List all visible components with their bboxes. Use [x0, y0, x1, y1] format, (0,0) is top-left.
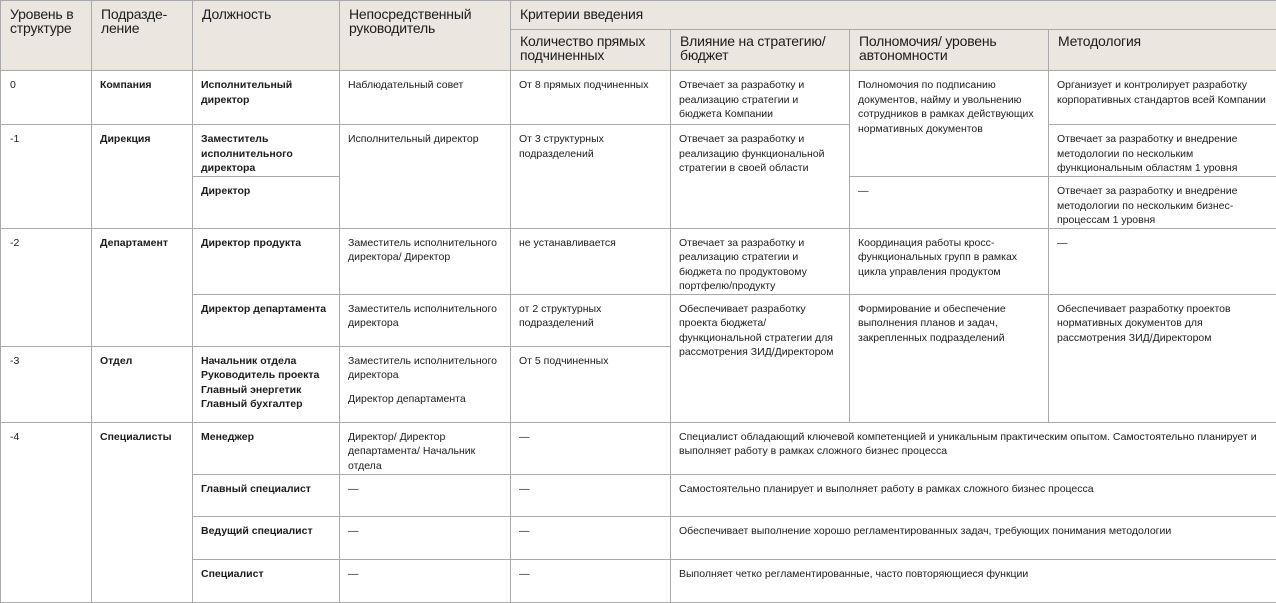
- cell-level: -2: [1, 228, 92, 346]
- table-row: [1, 474, 1276, 516]
- header-criteria: Критерии введения: [511, 1, 1276, 30]
- cell-influence: Отвечает за разработку и реализацию функциональной стратегии в своей области: [671, 125, 850, 229]
- header-influence: Влияние на стратегию/ бюджет: [671, 30, 850, 71]
- position-line: Главный энергетик: [201, 383, 331, 398]
- cell-division: Дирекция: [92, 125, 193, 229]
- header-methodology: Методология: [1049, 30, 1276, 71]
- cell-influence: Отвечает за разработку и реализацию стратегии и бюджета по продуктовому портфелю/продукту: [671, 228, 850, 294]
- cell-manager: —: [340, 474, 511, 516]
- cell-manager: [340, 346, 511, 422]
- cell-position: Менеджер: [193, 422, 340, 474]
- header-division: Подразде-ление: [92, 1, 193, 71]
- table-row: [1, 125, 1276, 177]
- cell-position: [193, 346, 340, 422]
- cell-position: Директор: [193, 177, 340, 229]
- cell-position: Директор продукта: [193, 228, 340, 294]
- cell-division: Компания: [92, 71, 193, 125]
- cell-division: Департамент: [92, 228, 193, 346]
- cell-position: Ведущий специалист: [193, 516, 340, 559]
- table-row: [1, 294, 1276, 346]
- cell-manager: Директор/ Директор департамента/ Начальник отдела: [340, 422, 511, 474]
- cell-division: Специалисты: [92, 422, 193, 602]
- cell-subordinates: От 3 структурных подразделений: [511, 125, 671, 229]
- cell-authority: Формирование и обеспечение выполнения планов и задач, закрепленных подразделений: [850, 294, 1049, 422]
- table-row: [1, 559, 1276, 602]
- cell-authority: Полномочия по подписанию документов, найму и увольнению сотрудников в рамках действующих нормативных документов: [850, 71, 1049, 177]
- position-line: Главный бухгалтер: [201, 397, 331, 412]
- table-row: [1, 422, 1276, 474]
- position-line: Начальник отдела: [201, 354, 331, 369]
- cell-level: 0: [1, 71, 92, 125]
- cell-methodology: Отвечает за разработку и внедрение методологии по нескольким бизнес-процессам 1 уровня: [1049, 177, 1276, 229]
- cell-description: Самостоятельно планирует и выполняет работу в рамках сложного бизнес процесса: [671, 474, 1276, 516]
- cell-subordinates: —: [511, 559, 671, 602]
- cell-methodology: Организует и контролирует разработку корпоративных стандартов всей Компании: [1049, 71, 1276, 125]
- header-position: Должность: [193, 1, 340, 71]
- table-row: [1, 228, 1276, 294]
- cell-description: Выполняет четко регламентированные, часто повторяющиеся функции: [671, 559, 1276, 602]
- cell-authority: Координация работы кросс-функциональных групп в рамках цикла управления продуктом: [850, 228, 1049, 294]
- header-manager: Непосредственный руководитель: [340, 1, 511, 71]
- cell-level: -3: [1, 346, 92, 422]
- cell-manager: Заместитель исполнительного директора/ Директор: [340, 228, 511, 294]
- cell-manager: —: [340, 516, 511, 559]
- header-subordinates: Количество прямых подчиненных: [511, 30, 671, 71]
- manager-line: Директор департамента: [348, 392, 502, 407]
- cell-level: -4: [1, 422, 92, 602]
- cell-influence: Отвечает за разработку и реализацию стратегии и бюджета Компании: [671, 71, 850, 125]
- header-authority: Полномочия/ уровень автономности: [850, 30, 1049, 71]
- cell-methodology: —: [1049, 228, 1276, 294]
- cell-methodology: Обеспечивает разработку проектов нормативных документов для рассмотрения ЗИД/Директором: [1049, 294, 1276, 422]
- cell-position: Директор департамента: [193, 294, 340, 346]
- cell-position: Главный специалист: [193, 474, 340, 516]
- cell-subordinates: не устанавливается: [511, 228, 671, 294]
- cell-position: Исполнительный директор: [193, 71, 340, 125]
- cell-authority: —: [850, 177, 1049, 229]
- cell-position: Специалист: [193, 559, 340, 602]
- cell-division: Отдел: [92, 346, 193, 422]
- cell-manager: Заместитель исполнительного директора: [340, 294, 511, 346]
- cell-influence: Обеспечивает разработку проекта бюджета/ функциональной стратегии для рассмотрения ЗИД/Директором: [671, 294, 850, 422]
- cell-manager: —: [340, 559, 511, 602]
- cell-level: -1: [1, 125, 92, 229]
- cell-subordinates: от 2 структурных подразделений: [511, 294, 671, 346]
- header-level: Уровень в структуре: [1, 1, 92, 71]
- position-line: Руководитель проекта: [201, 368, 331, 383]
- cell-methodology: Отвечает за разработку и внедрение методологии по нескольким функциональным областям 1 уровня: [1049, 125, 1276, 177]
- cell-description: Специалист обладающий ключевой компетенцией и уникальным практическим опытом. Самостоятельно планирует и выполняет работу в рамках сложного бизнес процесса: [671, 422, 1276, 474]
- cell-subordinates: От 5 подчиненных: [511, 346, 671, 422]
- cell-subordinates: От 8 прямых подчиненных: [511, 71, 671, 125]
- cell-manager: Исполнительный директор: [340, 125, 511, 229]
- cell-subordinates: —: [511, 474, 671, 516]
- cell-position: Заместитель исполнительного директора: [193, 125, 340, 177]
- cell-subordinates: —: [511, 516, 671, 559]
- manager-line: Заместитель исполнительного директора: [348, 354, 502, 383]
- cell-manager: Наблюдательный совет: [340, 71, 511, 125]
- table-row: [1, 71, 1276, 125]
- cell-subordinates: —: [511, 422, 671, 474]
- cell-description: Обеспечивает выполнение хорошо регламентированных задач, требующих понимания методологии: [671, 516, 1276, 559]
- table-row: [1, 516, 1276, 559]
